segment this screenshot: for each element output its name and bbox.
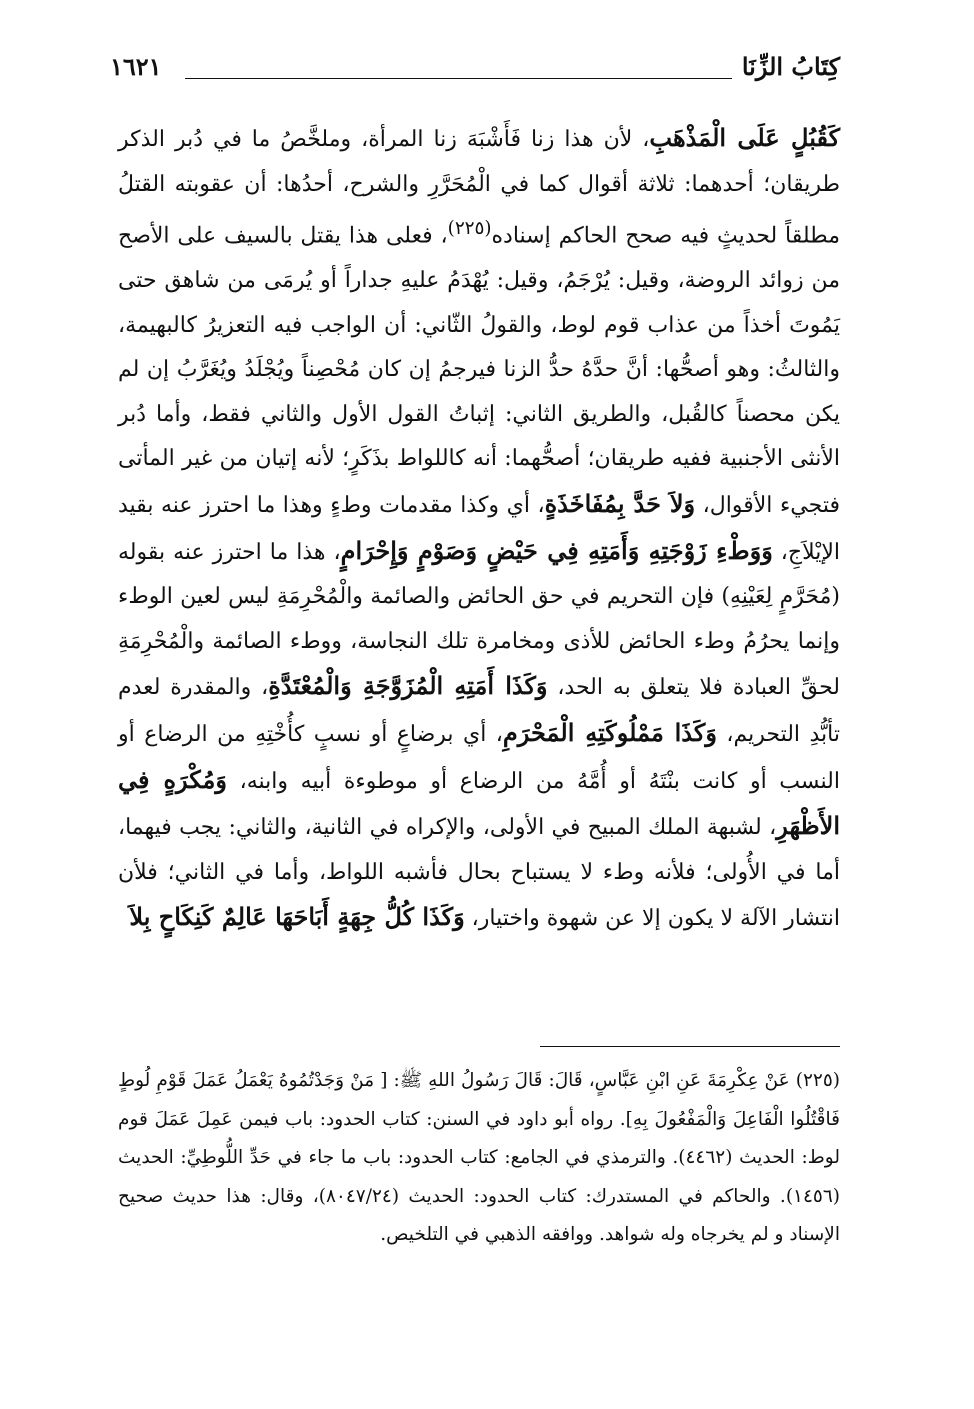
footnote-separator bbox=[540, 1046, 840, 1047]
commentary-text: ، هذا ما احترز عنه بقوله (مُحَرَّمٍ لِعَيْنِهِ) فإن التحريم في حق الحائض والصائمة والْمُحْرِمَةِ ليس لعين الوطء وإنما يحرُمُ وطء الحائض للأذى ومخامرة تلك النجاسة، ووطء الصائمة والْمُحْرِمَةِ لحقِّ العبادة فلا يتعلق به الحد، bbox=[118, 539, 841, 701]
commentary-text: ، والمقدرة لعدم تأبُّدِ التحريم، bbox=[118, 675, 840, 748]
header-rule bbox=[185, 78, 732, 79]
matn-text: وَوَطْءِ زَوْجَتِهِ وَأَمَتِهِ فِي حَيْضٍ وَصَوْمٍ وَإِحْرَامٍ bbox=[340, 535, 773, 565]
footnotes bbox=[118, 1062, 840, 1255]
main-paragraph bbox=[118, 116, 840, 942]
page-number: ١٦٢١ bbox=[110, 52, 162, 81]
matn-text: وَكَذَا كُلُّ جِهَةٍ أَبَاحَهَا عَالِمٌ كَنِكَاحٍ بِلاَ bbox=[129, 902, 465, 932]
page-header bbox=[110, 50, 840, 84]
matn-text: وَمُكْرَهٍ فِي الأَظْهَرِ bbox=[118, 764, 840, 841]
main-text bbox=[118, 116, 840, 942]
commentary-text: ، فعلى هذا يقتل بالسيف على الأصح من زوائد الروضة، وقيل: يُرْجَمُ، وقيل: يُهْدَمُ عليهِ جداراً أو يُرمَى من شاهق حتى يَمُوتَ أخذاً من عذاب قوم لوط، والقولُ الثّاني: أن الواجب فيه التعزيرُ كالبهيمة، والثالثُ: وهو أصحُّها: أنَّ حدَّهُ حدُّ الزنا فيرجمُ إن كان مُحْصِناً ويُجْلَدُ ويُغَرَّبُ إن لم يكن محصناً كالقُبل، والطريق الثاني: إثباتُ القول الأول والثاني فقط، وأما دُبر الأنثى الأجنبية ففيه طريقان؛ أصحُّهما: أنه كاللواط بذَكَرٍ؛ لأنه إتيان من غير المأتى فتجيء الأقوال، bbox=[118, 223, 840, 519]
matn-text: وَكَذَا مَمْلُوكَتِهِ الْمَحْرَمِ bbox=[502, 718, 717, 748]
commentary-text: ، لشبهة الملك المبيح في الأولى، والإكراه في الثانية، والثاني: يجب فيهما، أما في الأُولى؛ فلأنه وطء لا يستباح بحال فأشبه اللواط، وأما في الثاني؛ فلأن انتشار الآلة لا يكون إلا عن شهوة واختيار، bbox=[118, 815, 840, 932]
matn-text: وَلاَ حَدَّ بِمُفَاخَذَةٍ bbox=[544, 489, 696, 519]
footnote-reference[interactable]: (٢٢٥) bbox=[447, 218, 492, 240]
footnote-225: (٢٢٥) عَنْ عِكْرِمَةَ عَنِ ابْنِ عَبَّاسٍ، قَالَ: قَالَ رَسُولُ اللهِ ﷺ: [ مَنْ وَجَدْتُمُوهُ يَعْمَلُ عَمَلَ قَوْمِ لُوطٍ فَاقْتُلُوا الْفَاعِلَ وَالْمَفْعُولَ بِهِ]. رواه أبو داود في السنن: كتاب الحدود: باب فيمن عَمِلَ عَمَلَ قوم لوط: الحديث (٤٤٦٢). والترمذي في الجامع: كتاب الحدود: باب ما جاء في حَدِّ اللُّوطِيِّ: الحديث (١٤٥٦). والحاكم في المستدرك: كتاب الحدود: الحديث (٨٠٤٧/٢٤)، وقال: هذا حديث صحيح الإسناد و لم يخرجاه وله شواهد. ووافقه الذهبي في التلخيص. bbox=[118, 1070, 841, 1245]
chapter-title: كِتَابُ الزِّنَا bbox=[741, 52, 840, 81]
matn-text: وَكَذَا أَمَتِهِ الْمُزَوَّجَةِ وَالْمُعْتَدَّةِ bbox=[268, 671, 548, 701]
matn-text: كَقُبُلٍ عَلَى الْمَذْهَبِ bbox=[649, 123, 841, 152]
commentary-text: ، أي وكذا مقدمات وطءٍ وهذا ما احترز عنه بقيد الإيْلاَجِ، bbox=[118, 493, 840, 565]
commentary-text: ، أي برضاعٍ أو نسبٍ كأُخْتِهِ من الرضاع أو النسب أو كانت بنْتَهُ أو أُمَّهُ من الرضاع أو موطوءة أبيه وابنه، bbox=[118, 722, 840, 794]
commentary-text: ، لأن هذا زنا فَأَشْبَهَ زنا المرأة، وملخَّصُ ما في دُبر الذكر طريقان؛ أحدهما: ثلاثة أقوال كما في الْمُحَرَّرِ والشرح، أحدُها: أن عقوبته القتلُ مطلقاً لحديثٍ فيه صحح الحاكم إسناده bbox=[118, 127, 840, 249]
